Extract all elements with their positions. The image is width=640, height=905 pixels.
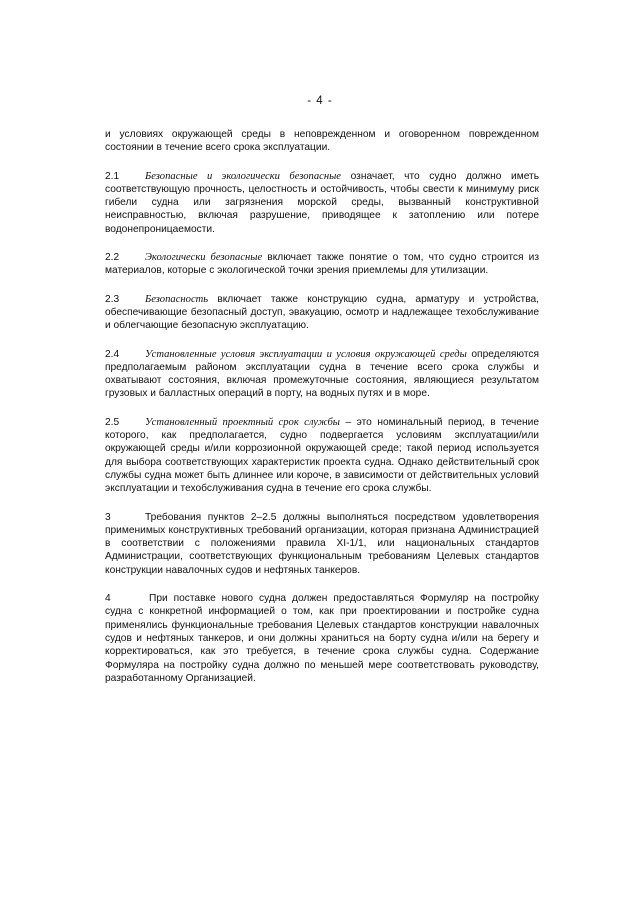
defined-term: Экологически безопасные [145, 252, 263, 264]
paragraph-2-2 [105, 251, 539, 278]
paragraph-text: означает, что судно должно иметь соответствующую прочность, целостность и остойчивость, чтобы свести к минимуму риск гибели судна или загрязнения морской среды, вызванный конструктивной неисправностью, включая разрушение, приводящее к затоплению или потере водонепроницаемости. [105, 170, 539, 235]
page-number: - 4 - [307, 95, 333, 107]
paragraph-2-1 [105, 170, 539, 236]
paragraph-text: определяются предполагаемым районом эксплуатации судна в течение всего срока службы и охватывают состояния, включая промежуточные состояния, являющиеся результатом грузовых и балластных операций в порту, на водных путях и в море. [105, 348, 539, 400]
defined-term: Установленные условия эксплуатации и условия окружающей среды [145, 348, 467, 360]
paragraph-2-4 [105, 348, 539, 401]
paragraph-number: 2.1 [105, 170, 120, 182]
defined-term: Безопасность [145, 293, 209, 305]
paragraph-2-3 [105, 293, 539, 333]
paragraph-text: включает также конструкцию судна, арматуру и устройства, обеспечивающие безопасный доступ, эвакуацию, осмотр и надлежащее техобслуживание и облегчающие безопасную эксплуатацию. [105, 293, 539, 332]
paragraph-2-5 [105, 416, 539, 496]
paragraph-number: 2.4 [105, 348, 120, 360]
intro-paragraph: и условиях окружающей среды в неповрежденном и оговоренном поврежденном состоянии в течение всего срока эксплуатации. [105, 129, 539, 154]
paragraph-3 [105, 511, 539, 577]
document-body [105, 128, 539, 700]
paragraph-number: 2.2 [105, 252, 120, 264]
paragraph-number: 4 [105, 593, 111, 605]
paragraph-4 [105, 592, 539, 685]
paragraph-number: 2.5 [105, 416, 120, 428]
paragraph-text: включает также понятие о том, что судно строится из материалов, которые с экологической точки зрения приемлемы для утилизации. [105, 252, 540, 277]
defined-term: Установленный проектный срок службы [145, 416, 340, 428]
paragraph-number: 2.3 [105, 293, 120, 305]
paragraph-text: Требования пунктов 2–2.5 должны выполняться посредством удовлетворения применимых конструктивных требований организации, которая признана Администрацией в соответствии с положениями правила XI-1/1, или национальных стандартов Администрации, соответствующих функциональным требованиям Целевых стандартов конструкции навалочных судов и нефтяных танкеров. [105, 511, 539, 576]
paragraph-number: 3 [105, 511, 111, 523]
paragraph-text: При поставке нового судна должен предоставляться Формуляр на постройку судна с конкретной информацией о том, как при проектировании и постройке судна применялись функциональные требования Целевых стандартов конструкции навалочных судов и нефтяных танкеров, и они должны храниться на борту судна и/или на берегу и корректироваться, как это требуется, в течение срока службы судна. Содержание Формуляра на постройку судна должно по меньшей мере соответствовать руководству, разработанному Организацией. [105, 593, 539, 684]
defined-term: Безопасные и экологически безопасные [145, 170, 341, 182]
paragraph-text: – это номинальный период, в течение которого, как предполагается, судно подвергается условиям эксплуатации/или окружающей среды и/или коррозионной окружающей среде; такой период используется для выбора соответствующих характеристик проекта судна. Однако действительный срок службы судна может быть длиннее или короче, в зависимости от действительных условий эксплуатации и техобслуживания судна в течение его срока службы. [105, 416, 540, 495]
